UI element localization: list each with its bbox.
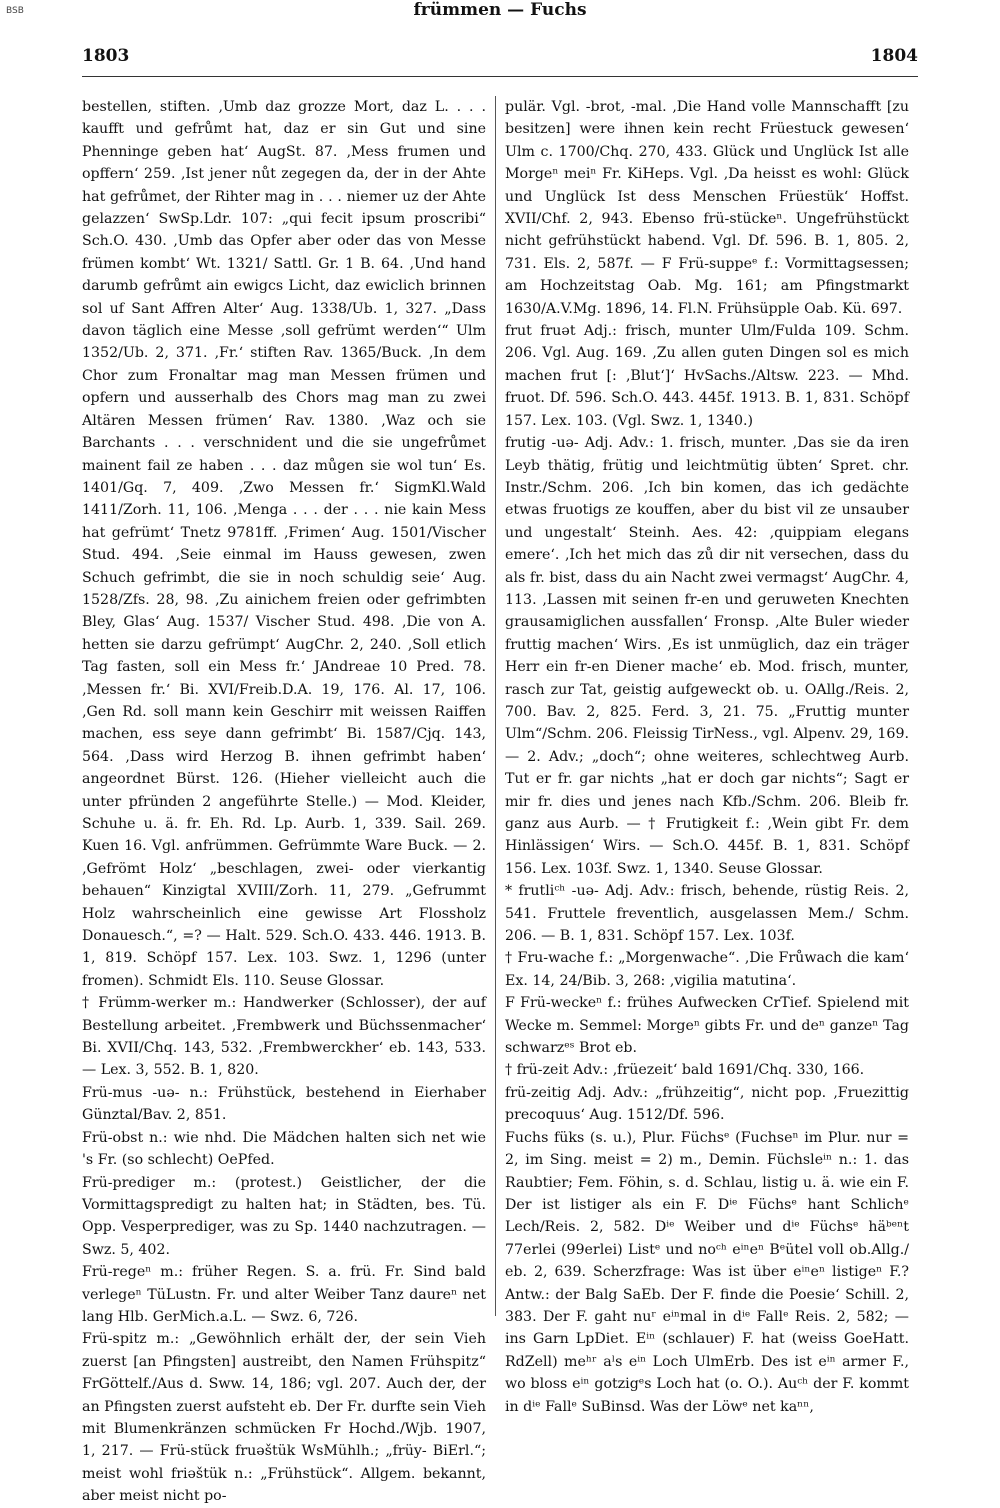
column-separator <box>495 96 496 1316</box>
right-column <box>505 96 909 1415</box>
entry-frue-wecken: F Frü-weckeⁿ f.: frühes Aufwecken CrTief. Spielend mit Wecke m. Semmel: Morgeⁿ gibts Fr. und deⁿ ganzeⁿ Tag schwarzᵉˢ Brot eb. <box>505 995 909 1057</box>
entry-frutig: frutig -uə- Adj. Adv.: 1. frisch, munter. ‚Das sie da iren Leyb thätig, frütig und leichtmütig übten‘ Spret. chr. Instr./Schm. 206. ‚Ich bin komen, das ich gedächte etwas fruotigs ze kouffen, aber du bist vil ze unsauber und ungestalt‘ Steinh. Aes. 42: ‚quippiam elegans emere‘. ‚Ich het mich das zů dir nit versechen, dass du als fr. bist, dass du ain Nacht zwei vermagst‘ AugChr. 4, 113. ‚Lassen mit seinen fr-en und geruweten Knechten grausamiglichen aussfallen‘ Fronsp. ‚Alte Buler wieder fruttig machen‘ Wirs. ‚Es ist unmüglich, daz ein träger Herr ein fr-en Diener mache‘ eb. Mod. frisch, munter, rasch zur Tat, geistig aufgeweckt ob. u. OAllg./Reis. 2, 700. Bav. 2, 825. Ferd. 3, 21. 75. „Fruttig munter Ulm“/Schm. 206. Fleissig TirNess., vgl. Alpenv. 29, 169. — 2. Adv.; „doch“; ohne weiteres, schlechtweg Aurb. Tut er fr. gar nichts „hat er doch gar nichts“; Sagt er mir fr. dies und jenes nach Kfb./Schm. 206. Bleib fr. ganz aus Aurb. — † Frutigkeit f.: ‚Wein gibt Fr. dem Hinlässigen‘ Wirs. — Sch.O. 445f. B. 1, 831. Schöpf 156. Lex. 103f. Swz. 1, 1340. Seuse Glossar. <box>505 435 909 877</box>
entry-fru-wache: † Fru-wache f.: „Morgenwache“. ‚Die Frůwach die kam‘ Ex. 14, 24/Bib. 3, 268: ‚vigilia matutina‘. <box>505 950 909 989</box>
left-column <box>82 96 486 1505</box>
entry-frue-stueck-continued: pulär. Vgl. -brot, -mal. ‚Die Hand volle Mannschafft [zu besitzen] were ihnen kein recht Früestuck gewesen‘ Ulm c. 1700/Chq. 270, 433. Glück und Unglück Ist alle Morgeⁿ meiⁿ Fr. KiHeps. Vgl. ‚Da heisst es wohl: Glück und Unglück Ist dess Menschen Früestük‘ Hoffst. XVII/Chf. 2, 943. Ebenso frü-stückeⁿ. Ungefrühstückt nicht gefrühstückt habend. Vgl. Df. 596. B. 1, 805. 2, 731. Els. 2, 587f. — F Frü-suppeᵉ f.: Vormittagsessen; am Hochzeitstag Oab. Mg. 161; am Pfingstmarkt 1630/A.V.Mg. 1896, 14. Fl.N. Frühsüpple Oab. Kü. 697. <box>505 99 909 317</box>
entry-frut: frut fruət Adj.: frisch, munter Ulm/Fulda 109. Schm. 206. Vgl. Aug. 169. ‚Zu allen guten Dingen sol es mich machen frut [: ‚Blut‘]‘ HvSachs./Altsw. 223. — Mhd. fruot. Df. 596. Sch.O. 443. 445f. 1913. B. 1, 831. Schöpf 157. Lex. 103. (Vgl. Swz. 1, 1340.) <box>505 323 909 429</box>
entry-fruemmen-continued: bestellen, stiften. ‚Umb daz grozze Mort, daz L. . . . kaufft und gefrůmt hat, daz er sin Gut und sine Phenninge geben hat‘ AugSt. 87. ‚Mess frumen und opffern‘ 259. ‚Ist jener nůt zegegen da, der in der Ahte hat gefrůmet, der Rihter mag in . . . niemer uz der Ahte gelazzen‘ SwSp.Ldr. 107: „qui fecit ipsum proscribi“ Sch.O. 430. ‚Umb das Opfer aber oder das von Messe frümen kombt‘ Wt. 1321/ Sattl. Gr. 1 B. 64. ‚Und hand darumb gefrůmt ain ewigcs Licht, daz ewiclich brinnen sol uf Sant Affren Alter‘ Aug. 1338/Ub. 1, 327. „Dass davon täglich eine Messe ‚soll gefrümt werden‘“ Ulm 1352/Ub. 2, 371. ‚Fr.‘ stiften Rav. 1365/Buck. ‚In dem Chor zum Fronaltar mag man Messen frümen und opfern und ausserhalb des Chors mag man zu zwei Altären Messen frümen‘ Rav. 1380. ‚Waz och sie Barchants . . . verschnident und die sie ungefrůmet mainent fail ze haben . . . daz můgen sie wol tun‘ Es. 1401/Gq. 7, 409. ‚Zwo Messen fr.‘ SigmKl.Wald 1411/Zorh. 11, 106. ‚Menga . . . der . . . nie kain Mess hat gefrümt‘ Tnetz 9781ff. ‚Frimen‘ Aug. 1501/Vischer Stud. 494. ‚Seie einmal im Hauss gewesen, zwen Schuch gefrimbt, die sie in noch schuldig seie‘ Aug. 1528/Zfs. 28, 98. ‚Zu ainichem freien oder gefrimbten Bley, Glas‘ Aug. 1537/ Vischer Stud. 498. ‚Die von A. hetten sie darzu gefrümpt‘ AugChr. 2, 240. ‚Soll etlich Tag fasten, soll ein Mess fr.‘ JAndreae 10 Pred. 78. ‚Messen fr.‘ Bi. XVI/Freib.D.A. 19, 176. Al. 17, 106. ‚Gen Rd. soll mann kein Geschirr mit weissen Raiffen machen, ess seye dann gefrimbt‘ Bi. 1587/Cjq. 143, 564. ‚Dass wird Herzog B. ihnen gefrimbt haben‘ angeordnet Bürst. 126. (Hieher vielleicht auch die unter pfründen 2 angeführte Stelle.) — Mod. Kleider, Schuhe u. ä. fr. Eh. Rd. Lp. Aurb. 1, 339. Sail. 269. Kuen 16. Vgl. anfrümmen. Gefrümmte Ware Buck. — 2. ‚Gefrömt Holz‘ „beschlagen, zwei- oder vierkantig behauen“ Kinzigtal XVIII/Zorh. 11, 279. „Gefrummt Holz wahrscheinlich eine gewisse Art Flossholz Donauesch.“, =? — Halt. 529. Sch.O. 433. 446. 1913. B. 1, 819. Schöpf 157. Lex. 103. Swz. 1, 1296 (unter fromen). Schmidt Els. 110. Seuse Glossar. <box>82 99 486 989</box>
entry-fruemm-werker: † Frümm-werker m.: Handwerker (Schlosser), der auf Bestellung arbeitet. ‚Frembwerk und Büchssenmacher‘ Bi. XVII/Chq. 143, 532. ‚Frembwerckher‘ eb. 143, 533. — Lex. 3, 552. B. 1, 820. <box>82 995 486 1079</box>
library-tag: BSB <box>6 6 24 16</box>
header-rule <box>82 76 918 77</box>
entry-frue-prediger: Frü-prediger m.: (protest.) Geistlicher, der die Vormittagspredigt zu halten hat; in Städten, bes. Tü. Opp. Vesperprediger, was zu Sp. 1440 nachzutragen. — Swz. 5, 402. <box>82 1174 486 1258</box>
entry-frue-zeit: † frü-zeit Adv.: ‚früezeit‘ bald 1691/Chq. 330, 166. <box>505 1062 865 1079</box>
entry-frue-regen: Frü-regeⁿ m.: früher Regen. S. a. frü. Fr. Sind bald verlegeⁿ TüLustn. Fr. und alter Weiber Tanz daureⁿ net lang Hlb. GerMich.a.L. — Swz. 6, 726. <box>82 1264 486 1325</box>
running-title: frümmen — Fuchs <box>413 0 587 20</box>
entry-frutlich: * frutliᶜʰ -uə- Adj. Adv.: frisch, behende, rüstig Reis. 2, 541. Fruttele freventlich, ausgelassen Mem./ Schm. 206. — B. 1, 831. Schöpf 157. Lex. 103f. <box>505 883 909 945</box>
page-number-left: 1803 <box>82 46 130 66</box>
entry-frue-mus: Frü-mus -uə- n.: Frühstück, bestehend in Eierhaber Günztal/Bav. 2, 851. <box>82 1084 486 1124</box>
entry-frue-spitz: Frü-spitz m.: „Gewöhnlich erhält der, der sein Vieh zuerst [an Pfingsten] austreibt, den Namen Frühspitz“ FrGöttelf./Aus d. Sww. 14, 186; vgl. 207. Auch der, der an Pfingsten zuerst aufsteht eb. Der Fr. durfte sein Vieh mit Blumenkränzen schmücken Fr Hochd./Wjb. 1907, 1, 217. — Frü-stück fruəštük WsMühlh.; „früy- BiErl.“; meist wohl friəštük n.: „Frühstück“. Allgem. bekannt, aber meist nicht po- <box>82 1331 486 1505</box>
page-number-right: 1804 <box>870 46 918 66</box>
entry-fuchs: Fuchs füks (s. u.), Plur. Füchsᵉ (Fuchseⁿ im Plur. nur = 2, im Sing. meist = 2) m., Demin. Füchsleⁱⁿ n.: 1. das Raubtier; Fem. Föhin, s. d. Schlau, listig u. ä. wie ein F. Der ist listiger als ein F. Dⁱᵉ Füchsᵉ hant Schlichᵉ Lech/Reis. 2, 582. Dⁱᵉ Weiber und dⁱᵉ Füchsᵉ häᵇᵉⁿt 77erlei (99erlei) Listᵉ und noᶜʰ eⁱⁿeⁿ Bᵉütel voll ob.Allg./ eb. 2, 639. Scherzfrage: Was ist über eⁱⁿeⁿ listigeⁿ F.? Antw.: der Balg SaEb. Der F. finde die Poesie‘ Schill. 2, 383. Der F. gaht nuʳ eⁱⁿmal in dⁱᵉ Fallᵉ Reis. 2, 582; — ins Garn LpDiet. Eⁱⁿ (schlauer) F. hat (weiss GoeHatt. RdZell) meʰʳ aˡs eⁱⁿ Loch UlmErb. Des ist eⁱⁿ armer F., wo bloss eⁱⁿ gotzigᵉs Loch hat (o. O.). Auᶜʰ der F. kommt in dⁱᵉ Fallᵉ SuBinsd. Was der Löwᵉ net kaⁿⁿ, <box>505 1129 909 1415</box>
entry-frue-obst: Frü-obst n.: wie nhd. Die Mädchen halten sich net wie 's Fr. (so schlecht) OePfed. <box>82 1129 486 1169</box>
entry-frue-zeitig: frü-zeitig Adj. Adv.: „frühzeitig“, nicht pop. ‚Fruezittig precoquus‘ Aug. 1512/Df. 596. <box>505 1084 909 1124</box>
